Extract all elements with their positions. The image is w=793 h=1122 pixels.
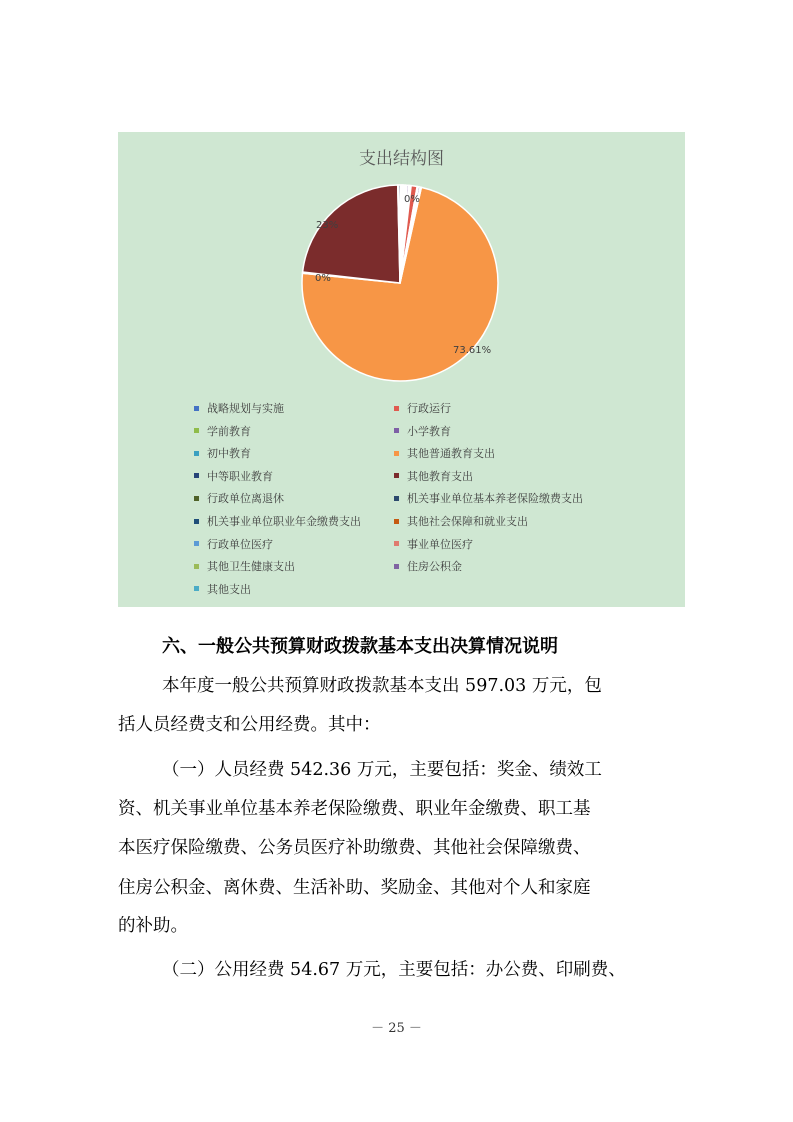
paragraph-line-1: 本年度一般公共预算财政拨款基本支出 597.03 万元，包	[162, 676, 602, 696]
data-label-zero: 0%	[315, 273, 331, 284]
legend-swatch	[194, 451, 199, 456]
data-label-top: 0%	[404, 194, 420, 205]
legend-swatch	[394, 519, 399, 524]
section-heading: 六、一般公共预算财政拨款基本支出决算情况说明	[162, 636, 558, 657]
legend-label: 学前教育	[207, 424, 251, 438]
legend-item	[194, 400, 284, 416]
legend-label: 中等职业教育	[207, 469, 273, 483]
legend-swatch	[194, 519, 199, 524]
legend-item	[394, 513, 528, 529]
legend-label: 其他支出	[207, 582, 251, 596]
legend-label: 战略规划与实施	[207, 402, 284, 415]
legend-swatch	[194, 564, 199, 569]
legend-label: 其他卫生健康支出	[207, 560, 295, 574]
legend-swatch	[194, 428, 199, 433]
legend-swatch	[194, 406, 199, 411]
legend-label: 事业单位医疗	[407, 537, 473, 551]
paragraph-line-7: 的补助。	[118, 916, 188, 936]
legend-label: 机关事业单位基本养老保险缴费支出	[407, 492, 583, 506]
legend-label: 住房公积金	[407, 560, 462, 574]
legend-item	[394, 536, 473, 552]
legend-swatch	[394, 541, 399, 546]
legend-item	[194, 581, 251, 597]
legend-swatch	[394, 451, 399, 456]
legend-label: 机关事业单位职业年金缴费支出	[207, 515, 361, 528]
legend-swatch	[194, 473, 199, 478]
legend-item	[394, 490, 583, 506]
pie-slice-7	[303, 185, 400, 283]
legend-item	[194, 423, 251, 439]
legend-item	[394, 423, 451, 439]
legend-item	[194, 513, 361, 529]
legend-swatch	[394, 564, 399, 569]
legend-swatch	[194, 541, 199, 546]
chart-area	[118, 132, 685, 607]
legend-label: 其他普通教育支出	[407, 447, 495, 461]
legend-label: 行政单位医疗	[207, 537, 273, 551]
paragraph-line-3: （一）人员经费 542.36 万元，主要包括：奖金、绩效工	[162, 760, 602, 780]
data-label-second: 23%	[316, 220, 339, 231]
legend-label: 行政单位离退休	[207, 492, 284, 506]
legend-item	[194, 490, 284, 506]
paragraph-line-2: 括人员经费支和公用经费。其中：	[118, 715, 381, 735]
paragraph-line-5: 本医疗保险缴费、公务员医疗补助缴费、其他社会保障缴费、	[118, 838, 591, 858]
legend-swatch	[194, 586, 199, 591]
paragraph-line-4: 资、机关事业单位基本养老保险缴费、职业年金缴费、职工基	[118, 799, 591, 819]
legend-swatch	[394, 428, 399, 433]
legend-item	[394, 445, 495, 461]
paragraph-line-6: 住房公积金、离休费、生活补助、奖励金、其他对个人和家庭	[118, 878, 591, 898]
legend-swatch	[194, 496, 199, 501]
paragraph-line-8: （二）公用经费 54.67 万元，主要包括：办公费、印刷费、	[162, 960, 626, 980]
page-number: － 25 －	[371, 1021, 422, 1036]
legend-label: 其他教育支出	[407, 469, 473, 483]
legend-item	[394, 468, 473, 484]
legend-item	[194, 536, 273, 552]
legend-label: 其他社会保障和就业支出	[407, 515, 528, 528]
legend-item	[194, 468, 273, 484]
legend-item	[394, 400, 451, 416]
legend-item	[194, 558, 295, 574]
legend-label: 行政运行	[407, 402, 451, 415]
chart-title: 支出结构图	[359, 149, 444, 169]
legend-label: 初中教育	[207, 447, 251, 461]
legend-item	[194, 445, 251, 461]
legend-swatch	[394, 496, 399, 501]
legend-swatch	[394, 406, 399, 411]
legend-item	[394, 558, 462, 574]
data-label-main: 73.61%	[453, 345, 492, 356]
legend-swatch	[394, 473, 399, 478]
legend-label: 小学教育	[407, 424, 451, 438]
pie-chart	[118, 132, 685, 392]
